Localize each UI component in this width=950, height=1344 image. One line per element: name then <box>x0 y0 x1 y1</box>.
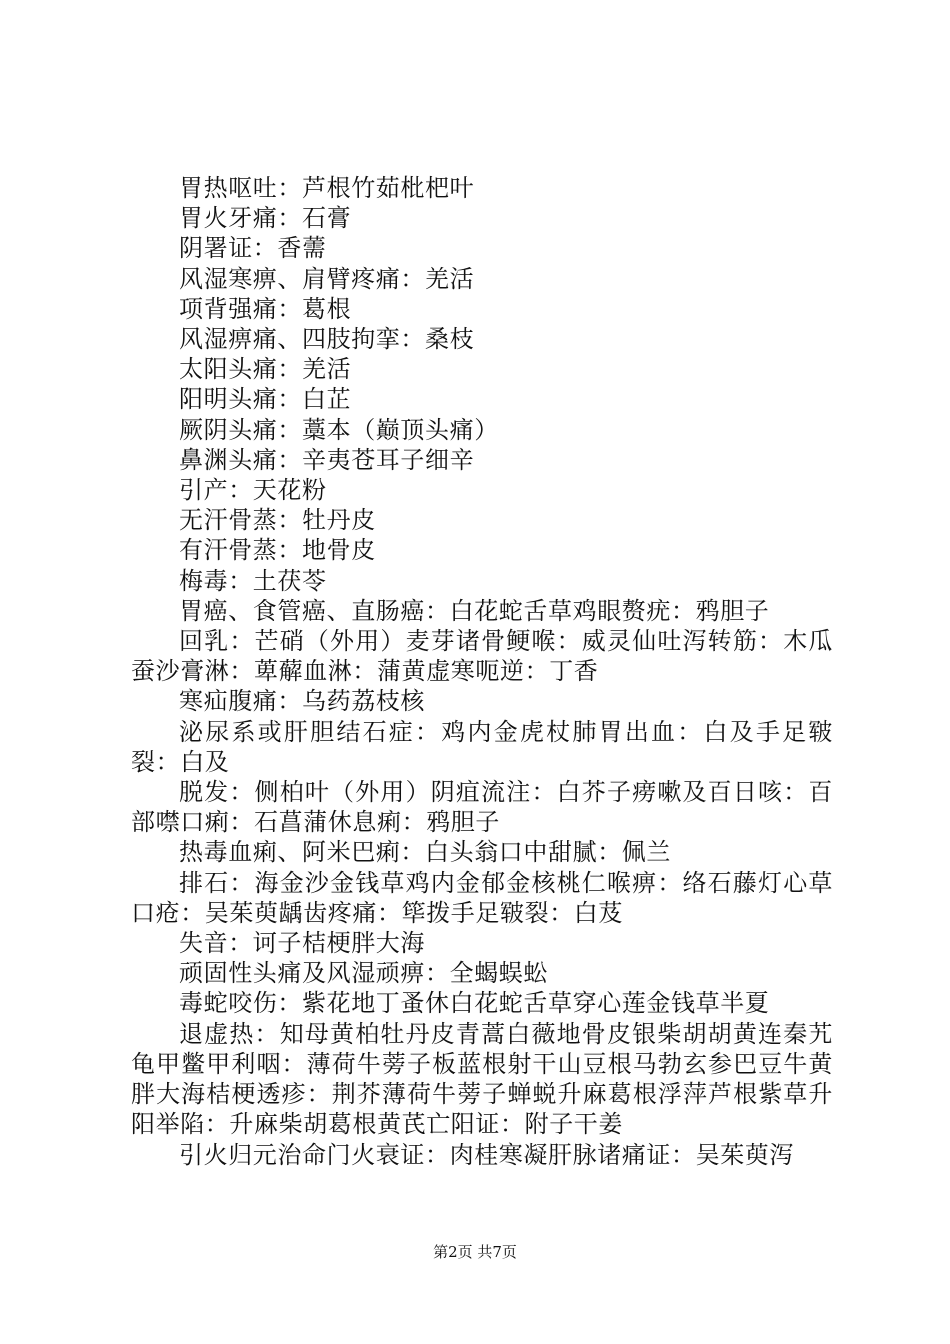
paragraph: 有汗骨蒸：地骨皮 <box>179 536 376 565</box>
paragraph: 寒疝腹痛：乌药荔枝核 <box>179 687 425 716</box>
paragraph: 无汗骨蒸：牡丹皮 <box>179 506 376 535</box>
paragraph: 退虚热：知母黄柏牡丹皮青蒿白薇地骨皮银柴胡胡黄连秦艽龟甲鳖甲利咽：薄荷牛蒡子板蓝根射干山豆根马勃玄参巴豆牛黄胖大海桔梗透疹：荆芥薄荷牛蒡子蝉蜕升麻葛根浮萍芦根紫草升阳举陷：升麻柴胡葛根黄芪亡阳证：附子干姜 <box>131 1019 833 1139</box>
paragraph: 回乳：芒硝（外用）麦芽诸骨鲠喉：威灵仙吐泻转筋：木瓜蚕沙膏淋：萆薢血淋：蒲黄虚寒呃逆：丁香 <box>131 627 833 686</box>
paragraph: 鼻渊头痛：辛夷苍耳子细辛 <box>179 445 475 474</box>
paragraph: 胃热呕吐：芦根竹茹枇杷叶 <box>179 174 475 202</box>
paragraph: 脱发：侧柏叶（外用）阴疽流注：白芥子痨嗽及百日咳：百部噤口痢：石菖蒲休息痢：鸦胆子 <box>131 778 833 837</box>
paragraph: 排石：海金沙金钱草鸡内金郁金核桃仁喉痹：络石藤灯心草口疮：吴茱萸龋齿疼痛：筚拨手足皲裂：白芨 <box>131 868 833 927</box>
paragraph: 厥阴头痛：藁本（巅顶头痛） <box>179 415 499 444</box>
paragraph: 项背强痛：葛根 <box>179 294 352 323</box>
paragraph: 胃火牙痛：石膏 <box>179 204 352 233</box>
document-body <box>131 173 833 1170</box>
paragraph: 太阳头痛：羌活 <box>179 355 352 384</box>
paragraph: 引产：天花粉 <box>179 476 327 505</box>
paragraph: 梅毒：土茯苓 <box>179 566 327 595</box>
page-footer <box>0 1242 950 1262</box>
paragraph: 顽固性头痛及风湿顽痹：全蝎蜈蚣 <box>179 959 548 988</box>
paragraph: 阴署证：香薷 <box>179 234 327 263</box>
paragraph: 热毒血痢、阿米巴痢：白头翁口中甜腻：佩兰 <box>179 838 671 867</box>
paragraph: 胃癌、食管癌、直肠癌：白花蛇舌草鸡眼赘疣：鸦胆子 <box>179 596 770 625</box>
page-number-label: 第2页 共7页 <box>433 1243 517 1261</box>
paragraph: 引火归元治命门火衰证：肉桂寒凝肝脉诸痛证：吴茱萸泻 <box>179 1140 794 1169</box>
paragraph: 泌尿系或肝胆结石症：鸡内金虎杖肺胃出血：白及手足皲裂：白及 <box>131 717 833 776</box>
paragraph: 风湿寒痹、肩臂疼痛：羌活 <box>179 264 475 293</box>
paragraph: 毒蛇咬伤：紫花地丁蚤休白花蛇舌草穿心莲金钱草半夏 <box>179 989 770 1018</box>
paragraph: 失音：诃子桔梗胖大海 <box>179 929 425 958</box>
paragraph: 风湿痹痛、四肢拘挛：桑枝 <box>179 325 475 354</box>
paragraph: 阳明头痛：白芷 <box>179 385 352 414</box>
